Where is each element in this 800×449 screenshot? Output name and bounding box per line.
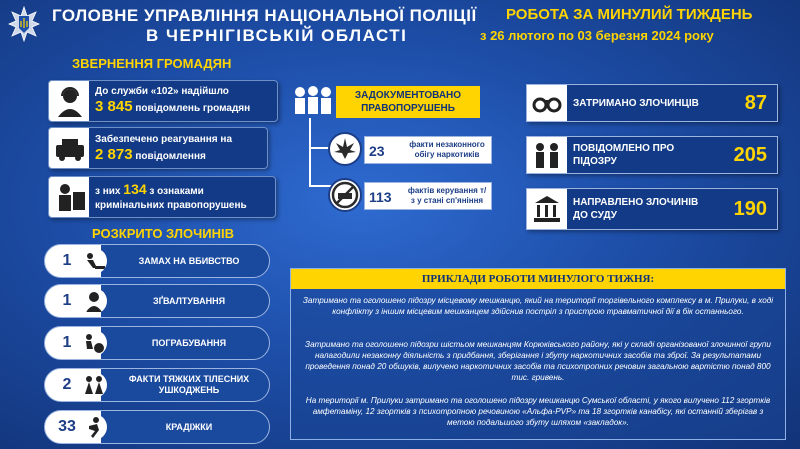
appeals-card2-number: 2 873 bbox=[95, 146, 133, 163]
solved-label: ФАКТИ ТЯЖКИХ ТІЛЕСНИХ УШКОДЖЕНЬ bbox=[128, 374, 250, 395]
appeals-card2-line1: Забезпечено реагування на bbox=[95, 134, 233, 145]
header-title-line2: В ЧЕРНІГІВСЬКІЙ ОБЛАСТІ bbox=[146, 26, 408, 45]
stat-label: ЗАТРИМАНО ЗЛОЧИНЦІВ bbox=[573, 97, 699, 109]
stat-card bbox=[526, 136, 778, 174]
example-paragraph-3: На території м. Прилуки затримано та оголошено підозру мешканцю Сумської області, у якого вилучено 112 згортків амфетаміну, 12 згортків з психотропною речовиною «Альфа-PVP» та 18 згортків канабісу, які останній зберігав з метою подальшого збуту шляхом «закладок». bbox=[305, 396, 771, 427]
solved-count: 1 bbox=[62, 292, 72, 309]
stat-value: 87 bbox=[744, 91, 767, 114]
solved-item bbox=[44, 244, 270, 278]
stat-label: НАПРАВЛЕНО ЗЛОЧИНІВ ДО СУДУ bbox=[573, 197, 699, 221]
operator-icon bbox=[53, 84, 87, 118]
court-icon bbox=[531, 193, 563, 225]
appeals-card1-line2: повідомлень громадян bbox=[135, 103, 251, 114]
appeals-card3-number: 134 bbox=[123, 181, 147, 197]
appeals-card3-prefix: з них bbox=[95, 186, 121, 197]
example-paragraph-1: Затримано та оголошено підозру місцевому мешканцю, який на території торгівельного комплексу в м. Прилуки, в ході конфлікту з іншим місцевим мешканцем здійснив постріл з пристрою травматичної дії в бік останнього. bbox=[302, 296, 774, 316]
stat-card bbox=[526, 188, 778, 230]
stat-value: 190 bbox=[733, 197, 767, 220]
solved-label: ЗАМАХ НА ВБИВСТВО bbox=[138, 255, 240, 266]
solved-label: ПОГРАБУВАННЯ bbox=[151, 337, 227, 348]
fight-icon bbox=[81, 372, 107, 398]
appeals-card1-number: 3 845 bbox=[95, 98, 133, 115]
thief-icon bbox=[81, 414, 107, 440]
appeals-card-response bbox=[48, 127, 268, 169]
documented-item bbox=[364, 136, 492, 164]
solved-count: 1 bbox=[62, 334, 72, 351]
solved-count: 1 bbox=[62, 252, 72, 269]
solved-item bbox=[44, 368, 270, 402]
documented-item bbox=[364, 182, 492, 210]
solved-label: КРАДІЖКИ bbox=[165, 421, 213, 432]
solved-count: 2 bbox=[62, 376, 72, 393]
robbery-icon bbox=[81, 330, 107, 356]
cannabis-icon bbox=[328, 132, 362, 166]
appeals-card2-line2: повідомлення bbox=[135, 151, 206, 162]
stat-value: 205 bbox=[733, 143, 767, 166]
appeals-card3-line2: кримінальних правопорушень bbox=[95, 200, 247, 211]
documented-count: 23 bbox=[369, 143, 385, 159]
solved-count: 33 bbox=[58, 418, 76, 435]
examples-panel bbox=[290, 268, 786, 440]
handcuffs-icon bbox=[531, 87, 563, 119]
solved-item bbox=[44, 410, 270, 444]
police-car-icon bbox=[53, 131, 87, 165]
documented-label: факти незаконного обігу наркотиків bbox=[409, 140, 485, 159]
appeals-card-102 bbox=[48, 80, 278, 122]
stat-label: ПОВІДОМЛЕНО ПРО ПІДОЗРУ bbox=[573, 143, 675, 167]
victim-icon bbox=[81, 288, 107, 314]
stat-card bbox=[526, 84, 778, 122]
appeals-card3-suffix: з ознаками bbox=[149, 186, 204, 197]
documented-label: фактів керування т/з у стані сп'яніння bbox=[407, 186, 487, 205]
appeals-card1-line1: До служби «102» надійшло bbox=[95, 86, 229, 97]
appeals-heading: ЗВЕРНЕННЯ ГРОМАДЯН bbox=[72, 56, 232, 71]
documented-count: 113 bbox=[369, 189, 392, 205]
header-title-line1: ГОЛОВНЕ УПРАВЛІННЯ НАЦІОНАЛЬНОЇ ПОЛІЦІЇ bbox=[52, 6, 477, 25]
solved-heading: РОЗКРИТО ЗЛОЧИНІВ bbox=[92, 226, 234, 241]
solved-item bbox=[44, 284, 270, 318]
documented-heading: ЗАДОКУМЕНТОВАНО ПРАВОПОРУШЕНЬ bbox=[336, 86, 480, 118]
solved-label: ЗҐВАЛТУВАННЯ bbox=[152, 295, 226, 306]
attack-icon bbox=[81, 248, 107, 274]
police-logo bbox=[8, 6, 40, 42]
solved-item bbox=[44, 326, 270, 360]
appeals-card-criminal bbox=[48, 176, 276, 218]
week-title: РОБОТА ЗА МИНУЛИЙ ТИЖДЕНЬ bbox=[506, 6, 753, 23]
police-group-icon bbox=[292, 84, 334, 116]
week-period: з 26 лютого по 03 березня 2024 року bbox=[480, 28, 714, 43]
examples-title: ПРИКЛАДИ РОБОТИ МИНУЛОГО ТИЖНЯ: bbox=[291, 269, 785, 289]
interrogation-icon bbox=[531, 139, 563, 171]
example-paragraph-2: Затримано та оголошено підозри шістьом мешканцям Корюківського району, які у складі організованої злочинної групи налагодили незаконну діяльність з придбання, зберігання і збуту наркотичних засобів та зброї. За результатами проведення понад 20 обшуків, вилучено наркотичних засобів та психотропних речовин загальною вартістю понад 800 тис. гривень. bbox=[305, 340, 771, 382]
no-drink-drive-icon bbox=[328, 178, 362, 212]
investigator-icon bbox=[53, 180, 87, 214]
